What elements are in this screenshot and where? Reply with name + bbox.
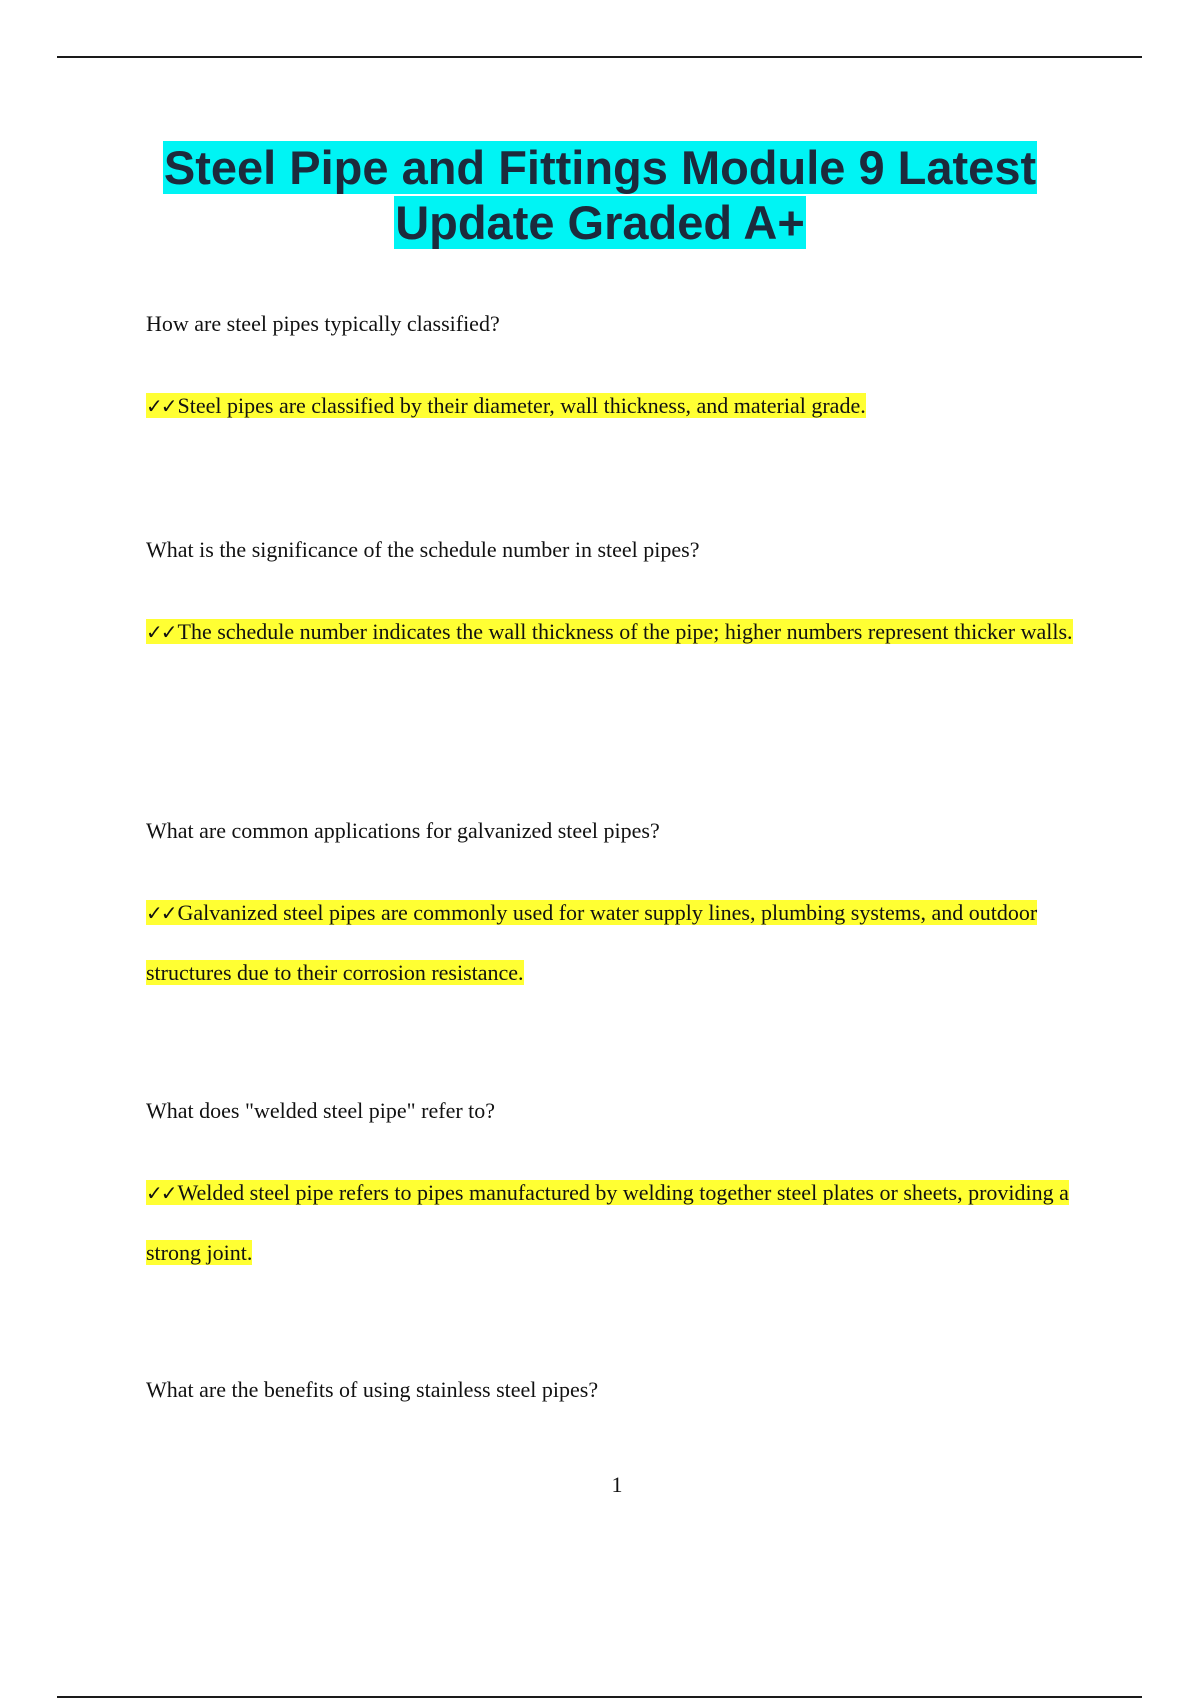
answer-highlight — [146, 619, 1073, 644]
double-check-icon: ✓✓ — [146, 394, 176, 418]
bottom-rule — [57, 1696, 1142, 1698]
answer-body: Welded steel pipe refers to pipes manufactured by welding together steel plates or sheets, providing a strong joint. — [146, 1180, 1069, 1265]
answer-highlight — [146, 1180, 1069, 1265]
question-text: What does "welded steel pipe" refer to? — [146, 1098, 496, 1123]
document-title — [100, 140, 1100, 250]
question-text: What are the benefits of using stainless steel pipes? — [146, 1377, 599, 1402]
qa-item — [146, 535, 1076, 662]
question-text: How are steel pipes typically classified? — [146, 311, 500, 336]
answer-text — [146, 883, 1076, 1003]
answer-text — [146, 1163, 1076, 1283]
question-text: What are common applications for galvanized steel pipes? — [146, 818, 660, 843]
question-text: What is the significance of the schedule number in steel pipes? — [146, 537, 700, 562]
page-number: 1 — [611, 1472, 623, 1497]
answer-text — [146, 602, 1076, 662]
answer-body: The schedule number indicates the wall thickness of the pipe; higher numbers represent thicker walls. — [177, 619, 1073, 644]
answer-highlight — [146, 393, 866, 418]
answer-body: Galvanized steel pipes are commonly used for water supply lines, plumbing systems, and outdoor structures due to their corrosion resistance. — [146, 900, 1038, 985]
double-check-icon: ✓✓ — [146, 620, 176, 644]
answer-body: Steel pipes are classified by their diameter, wall thickness, and material grade. — [177, 393, 866, 418]
answer-text — [146, 376, 1076, 436]
double-check-icon: ✓✓ — [146, 901, 176, 925]
answer-highlight — [146, 900, 1037, 985]
title-highlight: Steel Pipe and Fittings Module 9 Latest Update Graded A+ — [163, 141, 1037, 249]
qa-item — [146, 309, 1076, 436]
top-rule — [57, 56, 1142, 58]
qa-item — [146, 816, 1076, 1003]
qa-item — [146, 1096, 1076, 1283]
double-check-icon: ✓✓ — [146, 1181, 176, 1205]
qa-item — [146, 1375, 1076, 1405]
